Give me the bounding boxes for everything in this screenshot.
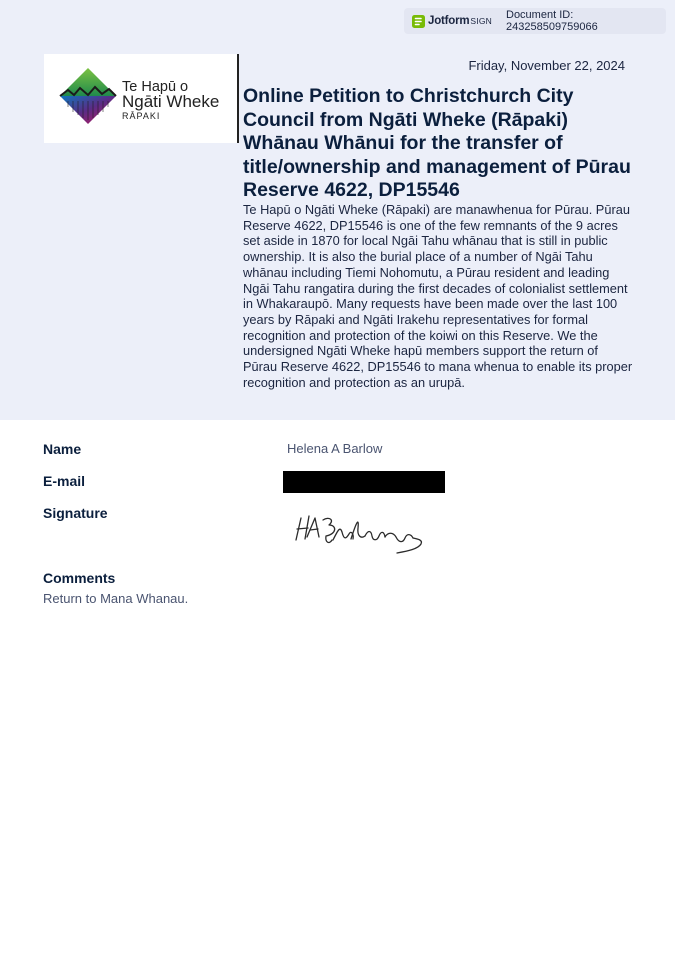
comments-label: Comments: [43, 570, 116, 586]
diamond-logo-icon: [59, 67, 117, 125]
signature-label: Signature: [43, 505, 108, 521]
logo-text-line-3: RĀPAKI: [122, 111, 161, 121]
name-label: Name: [43, 441, 82, 457]
jotform-brand: Jotform: [428, 15, 470, 27]
organization-logo: [44, 54, 237, 143]
jotform-brand-suffix: SIGN: [470, 16, 492, 26]
jotform-sign-badge: [404, 8, 666, 34]
name-value: Helena A Barlow: [287, 441, 383, 456]
signature-image: [293, 510, 428, 558]
petition-description: Te Hapū o Ngāti Wheke (Rāpaki) are manawhenua for Pūrau. Pūrau Reserve 4622, DP15546 is one of the few remnants of the 9 acres set aside in 1870 for local Ngāi Tahu whānau that is still in public ownership. It is also the burial place of a number of Ngāi Tahu whānau including Tiemi Nohomutu, a Pūrau resident and leading Ngāi Tahu rangatira during the first decades of colonialist settlement in Whakaraupō. Many requests have been made over the last 100 years by Rāpaki and Ngāti Irakehu representatives for formal recognition and protection of the koiwi on this Reserve. We the undersigned Ngāti Wheke hapū members support the return of Pūrau Reserve 4622, DP15546 to mana whenua to enable its proper recognition and protection as an urupā.: [243, 202, 633, 390]
logo-divider: [237, 54, 239, 143]
email-label: E-mail: [43, 473, 86, 489]
jotform-icon: [412, 15, 425, 28]
document-date: Friday, November 22, 2024: [468, 58, 625, 73]
document-id: Document ID: 243258509759066: [506, 9, 598, 33]
logo-text-line-1: Te Hapū o: [122, 79, 189, 95]
email-redaction: [283, 471, 445, 493]
logo-text-line-2: Ngāti Wheke: [122, 92, 220, 111]
comments-value: Return to Mana Whanau.: [43, 591, 189, 606]
jotform-logo: [412, 15, 492, 28]
petition-title: Online Petition to Christchurch City Council from Ngāti Wheke (Rāpaki) Whānau Whānui for the transfer of title/ownership and management of Pūrau Reserve 4622, DP15546: [243, 85, 631, 201]
